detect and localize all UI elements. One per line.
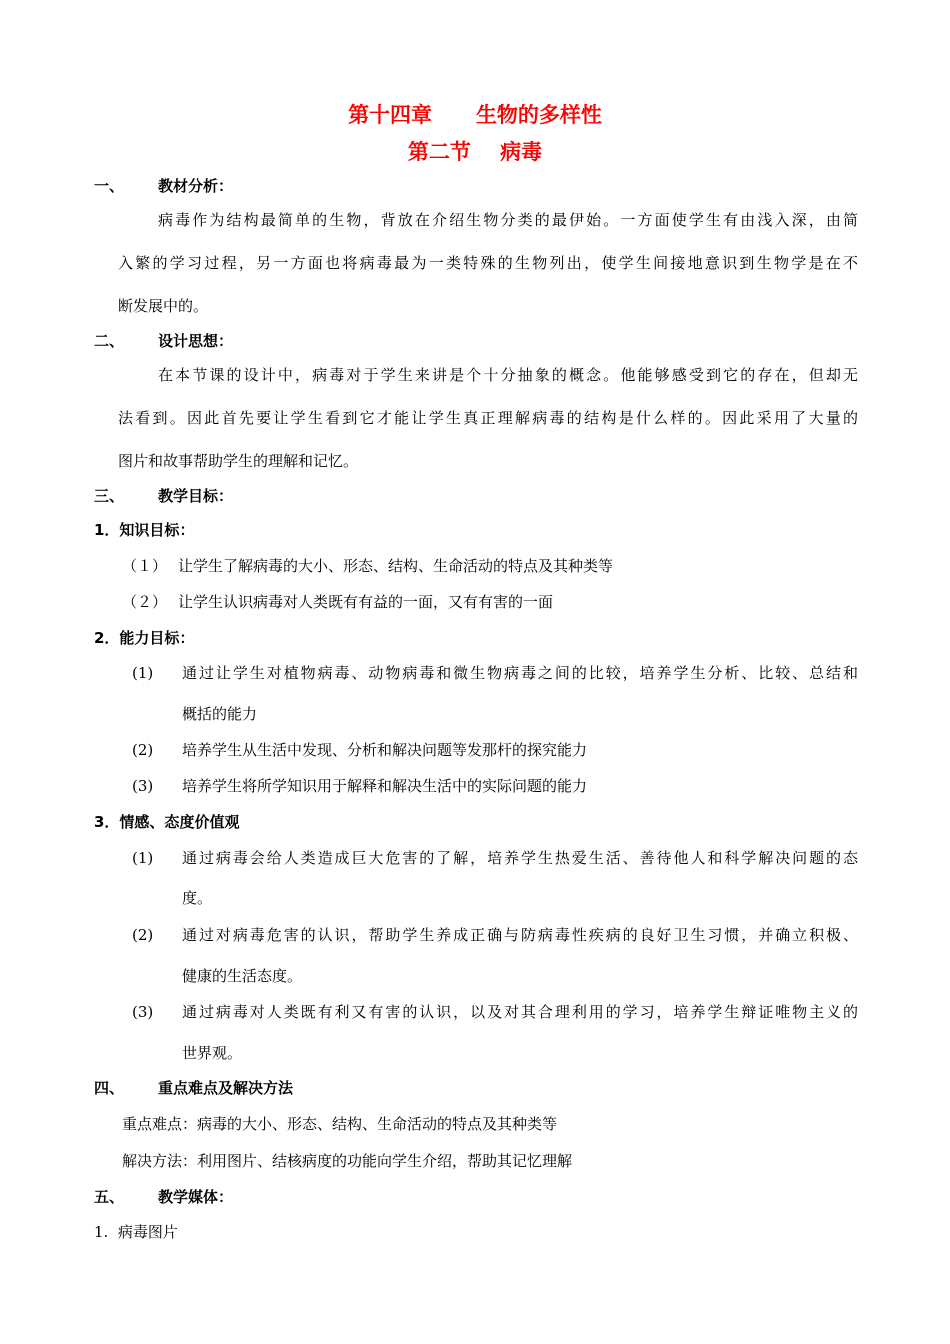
goal-1-item-text: 让学生了解病毒的大小、形态、结构、生命活动的特点及其种类等 [178,557,614,575]
solution-line: 解决方法：利用图片、结核病度的功能向学生介绍，帮助其记忆理解 [122,1152,573,1170]
section-1-number: 一、 [94,177,125,195]
section-1-paragraph-line: 入繁的学习过程，另一方面也将病毒最为一类特殊的生物列出，使学生间接地意识到生物学是在不 [118,254,858,272]
section-5-number: 五、 [94,1188,125,1206]
goal-2-item-text-continued: 概括的能力 [182,705,258,723]
section-1-paragraph-line: 断发展中的。 [118,297,209,315]
chapter-title [0,99,950,129]
section-2-paragraph-line: 法看到。因此首先要让学生看到它才能让学生真正理解病毒的结构是什么样的。因此采用了大量的 [118,409,858,427]
goal-2-heading: 2．能力目标： [94,629,195,647]
goal-3-item-text-continued: 世界观。 [182,1044,243,1062]
section-2-heading: 设计思想： [158,332,234,350]
goal-3-item-number: (1) [132,849,154,867]
chapter-name: 生物的多样性 [475,103,602,127]
goal-1-item-number: （１） [122,557,168,575]
goal-3-item-text-continued: 度。 [182,889,213,907]
section-title [0,136,950,166]
section-4-heading: 重点难点及解决方法 [158,1079,294,1097]
section-1-heading: 教材分析： [158,177,234,195]
section-3-number: 三、 [94,487,125,505]
section-5-heading: 教学媒体： [158,1188,234,1206]
goal-2-item-number: (3) [132,777,154,795]
section-2-paragraph-line: 在本节课的设计中，病毒对于学生来讲是个十分抽象的概念。他能够感受到它的存在，但却无 [158,366,858,384]
section-3-heading: 教学目标： [158,487,234,505]
section-2-number: 二、 [94,332,125,350]
goal-3-item-number: (3) [132,1003,154,1021]
chapter-number: 第十四章 [348,103,433,127]
goal-3-item-text-continued: 健康的生活态度。 [182,967,303,985]
goal-3-item-text: 通过病毒会给人类造成巨大危害的了解，培养学生热爱生活、善待他人和科学解决问题的态 [182,849,858,867]
section-2-paragraph-line: 图片和故事帮助学生的理解和记忆。 [118,452,359,470]
goal-1-item-number: （２） [122,593,168,611]
goal-3-item-number: (2) [132,926,154,944]
goal-2-item-text: 培养学生从生活中发现、分析和解决问题等发那杆的探究能力 [182,741,588,759]
goal-2-item-text: 通过让学生对植物病毒、动物病毒和微生物病毒之间的比较，培养学生分析、比较、总结和 [182,664,858,682]
goal-3-item-text: 通过对病毒危害的认识，帮助学生养成正确与防病毒性疾病的良好卫生习惯，并确立积极、 [182,926,858,944]
section-number: 第二节 [407,140,471,164]
key-points-line: 重点难点：病毒的大小、形态、结构、生命活动的特点及其种类等 [122,1115,558,1133]
section-1-paragraph-line: 病毒作为结构最简单的生物，背放在介绍生物分类的最伊始。一方面使学生有由浅入深，由简 [158,211,858,229]
goal-1-item-text: 让学生认识病毒对人类既有有益的一面，又有有害的一面 [178,593,554,611]
goal-3-heading: 3．情感、态度价值观 [94,813,240,831]
media-item: 1. 病毒图片 [94,1223,178,1241]
goal-2-item-number: (2) [132,741,154,759]
goal-3-item-text: 通过病毒对人类既有利又有害的认识，以及对其合理利用的学习，培养学生辩证唯物主义的 [182,1003,858,1021]
section-4-number: 四、 [94,1079,125,1097]
goal-2-item-number: (1) [132,664,154,682]
goal-1-heading: 1．知识目标： [94,521,195,539]
section-name: 病毒 [500,140,543,164]
goal-2-item-text: 培养学生将所学知识用于解释和解决生活中的实际问题的能力 [182,777,588,795]
